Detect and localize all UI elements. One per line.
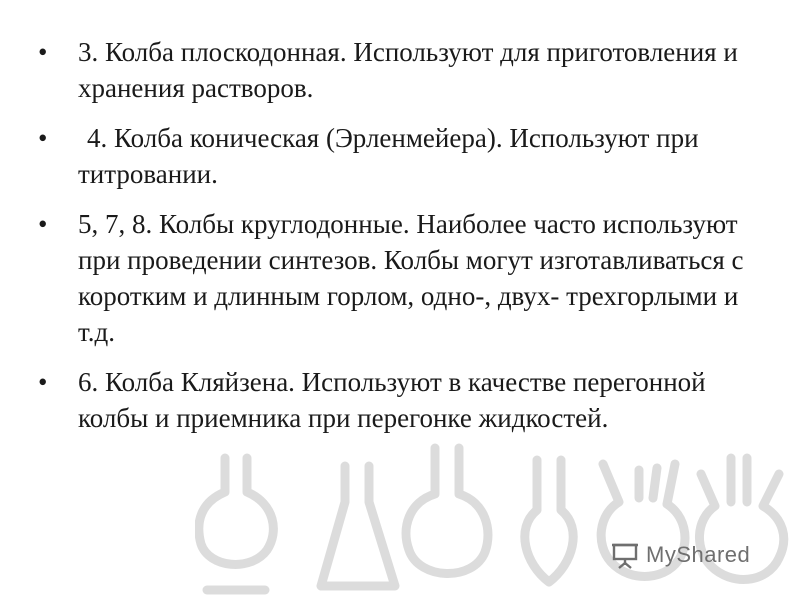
bullet-marker: •: [38, 209, 48, 239]
conical-flask-icon: [321, 466, 395, 586]
bullet-text: 6. Колба Кляйзена. Используют в качестве перегонной колбы и приемника при перегонке жидкостей.: [78, 367, 706, 433]
flat-bottom-flask-icon: [199, 458, 274, 590]
bullet-text: 5, 7, 8. Колбы круглодонные. Наиболее часто используют при проведении синтезов. Колбы могут изготавливаться с коротким и длинным горлом, одно-, двух- трехгорлыми и т.д.: [78, 209, 744, 347]
watermark-text: MyShared: [646, 542, 751, 567]
bullet-list: [38, 34, 758, 450]
bullet-item-claisen-flask: [38, 364, 758, 436]
flasks-illustration: [195, 440, 795, 600]
pear-flask-icon: [525, 460, 573, 582]
watermark: [610, 537, 750, 573]
bullet-text: 4. Колба коническая (Эрленмейера). Используют при титровании.: [78, 123, 699, 189]
bullet-text: 3. Колба плоскодонная. Используют для приготовления и хранения растворов.: [78, 37, 738, 103]
bullet-item-flat-bottom-flask: [38, 34, 758, 106]
bullet-item-conical-flask: [38, 120, 758, 192]
bullet-marker: •: [38, 123, 48, 153]
projector-screen-icon: [610, 540, 640, 570]
bullet-marker: •: [38, 367, 48, 397]
bullet-marker: •: [38, 37, 48, 67]
round-bottom-flask-icon: [406, 448, 488, 574]
bullet-item-round-bottom-flasks: [38, 206, 758, 350]
